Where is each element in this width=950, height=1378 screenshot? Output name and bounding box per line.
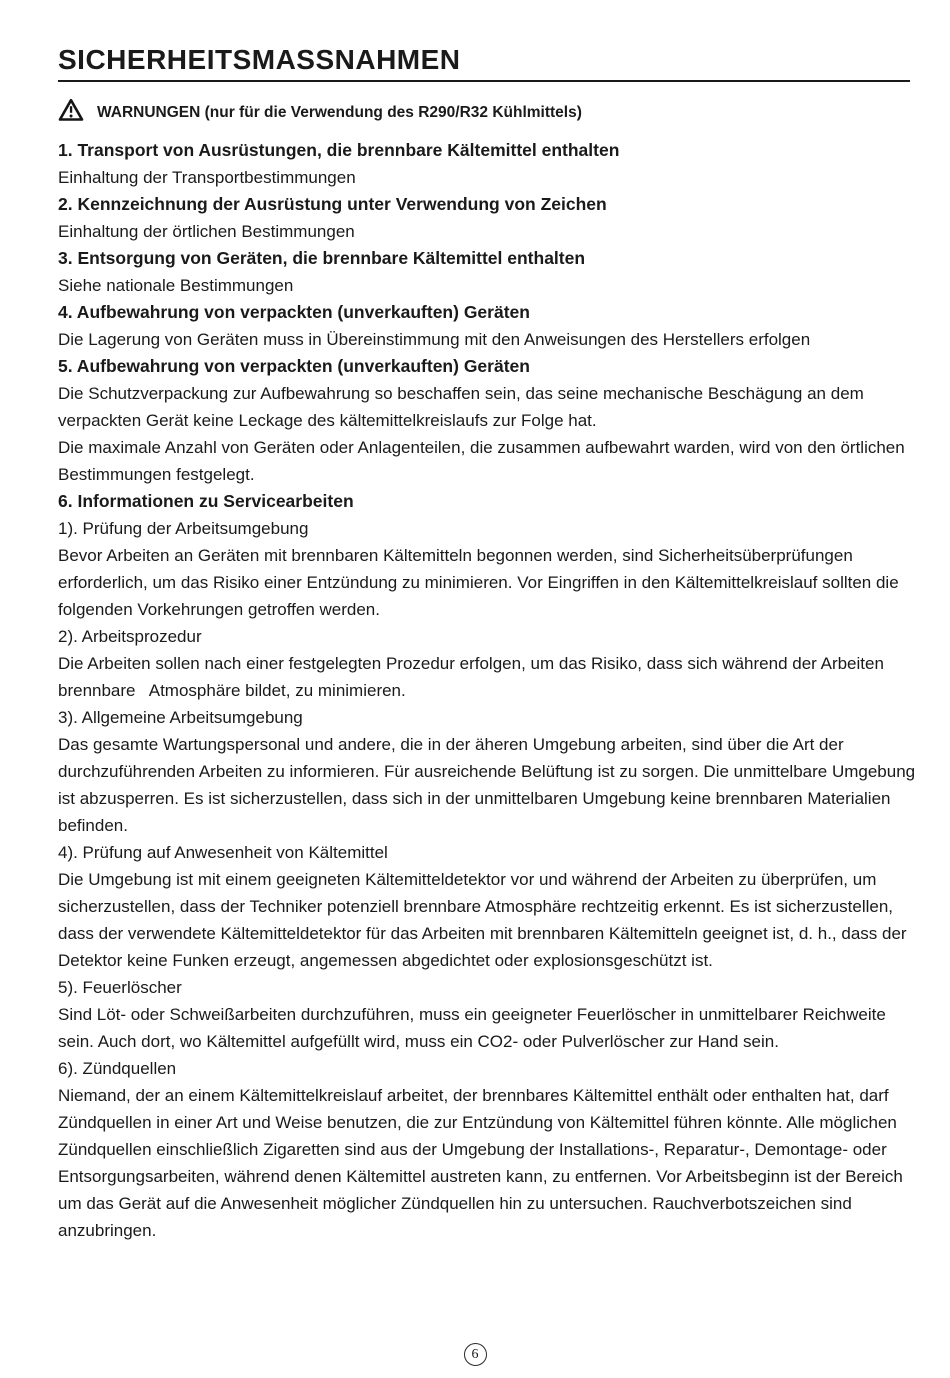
page-number: 6 [464, 1343, 487, 1366]
section-heading: 2. Kennzeichnung der Ausrüstung unter Verwendung von Zeichen [58, 194, 607, 214]
paragraph: Einhaltung der Transportbestimmungen [58, 168, 356, 187]
section-heading: 6. Informationen zu Servicearbeiten [58, 491, 354, 511]
paragraph: Die Arbeiten sollen nach einer festgelegten Prozedur erfolgen, um das Risiko, dass sich während der Arbeiten brennbare Atmosphäre bildet, zu minimieren. [58, 654, 889, 700]
section-heading: 4. Aufbewahrung von verpackten (unverkauften) Geräten [58, 302, 530, 322]
warning-triangle-icon [58, 98, 84, 127]
warning-banner [58, 98, 922, 127]
subsection-heading: 1). Prüfung der Arbeitsumgebung [58, 519, 309, 538]
paragraph: Die Umgebung ist mit einem geeigneten Kältemitteldetektor vor und während der Arbeiten zu überprüfen, um sicherzustellen, dass der Techniker potenziell brennbare Atmosphäre rechtzeitig erkennt. Es ist sicherzustellen, dass der verwendete Kältemitteldetektor für das Arbeiten mit brennbaren Kältemitteln geeignet ist, d. h., dass der Detektor keine Funken erzeugt, angemessen abgedichtet oder explosionsgeschützt ist. [58, 870, 912, 970]
paragraph: Das gesamte Wartungspersonal und andere, die in der äheren Umgebung arbeiten, sind über die Art der durchzuführenden Arbeiten zu informieren. Für ausreichende Belüftung ist zu sorgen. Die unmittelbare Umgebung ist abzusperren. Es ist sicherzustellen, dass sich in der unmittelbaren Umgebung keine brennbaren Materialien befinden. [58, 735, 920, 835]
paragraph: Die Lagerung von Geräten muss in Übereinstimmung mit den Anweisungen des Herstellers erfolgen [58, 330, 811, 349]
paragraph: Einhaltung der örtlichen Bestimmungen [58, 222, 355, 241]
subsection-heading: 6). Zündquellen [58, 1059, 177, 1078]
paragraph: Sind Löt- oder Schweißarbeiten durchzuführen, muss ein geeigneter Feuerlöscher in unmittelbarer Reichweite sein. Auch dort, wo Kältemittel aufgefüllt wird, muss ein CO2- oder Pulverlöscher zur Hand sein. [58, 1005, 891, 1051]
section-heading: 5. Aufbewahrung von verpackten (unverkauften) Geräten [58, 356, 530, 376]
page-footer [0, 1343, 950, 1366]
paragraph: Bevor Arbeiten an Geräten mit brennbaren Kältemitteln begonnen werden, sind Sicherheitsüberprüfungen erforderlich, um das Risiko einer Entzündung zu minimieren. Vor Eingriffen in den Kältemittelkreislauf sollten die folgenden Vorkehrungen getroffen werden. [58, 546, 904, 619]
subsection-heading: 4). Prüfung auf Anwesenheit von Kältemittel [58, 843, 388, 862]
paragraph: Die maximale Anzahl von Geräten oder Anlagenteilen, die zusammen aufbewahrt warden, wird von den örtlichen Bestimmungen festgelegt. [58, 438, 910, 484]
subsection-heading: 5). Feuerlöscher [58, 978, 182, 997]
subsection-heading: 2). Arbeitsprozedur [58, 627, 202, 646]
document-body [58, 137, 923, 1244]
paragraph: Die Schutzverpackung zur Aufbewahrung so beschaffen sein, das seine mechanische Beschägung an dem verpackten Gerät keine Leckage des kältemittelkreislaufs zur Folge hat. [58, 384, 869, 430]
section-heading: 1. Transport von Ausrüstungen, die brennbare Kältemittel enthalten [58, 140, 620, 160]
page-title: SICHERHEITSMASSNAHMEN [58, 44, 461, 75]
warning-label: WARNUNGEN (nur für die Verwendung des R290/R32 Kühlmittels) [97, 103, 582, 121]
subsection-heading: 3). Allgemeine Arbeitsumgebung [58, 708, 303, 727]
title-rule [58, 80, 910, 82]
section-heading: 3. Entsorgung von Geräten, die brennbare Kältemittel enthalten [58, 248, 586, 268]
paragraph: Siehe nationale Bestimmungen [58, 276, 294, 295]
paragraph: Niemand, der an einem Kältemittelkreislauf arbeitet, der brennbares Kältemittel enthält oder enthalten hat, darf Zündquellen in einer Art und Weise benutzen, die zur Entzündung von Kältemittel führen könnte. Alle möglichen Zündquellen einschließlich Zigaretten sind aus der Umgebung der Installations-, Reparatur-, Demontage- oder Entsorgungsarbeiten, während denen Kältemittel austreten kann, zu entfernen. Vor Arbeitsbeginn ist der Bereich um das Gerät auf die Anwesenheit möglicher Zündquellen hin zu untersuchen. Rauchverbotszeichen sind anzubringen. [58, 1086, 908, 1240]
